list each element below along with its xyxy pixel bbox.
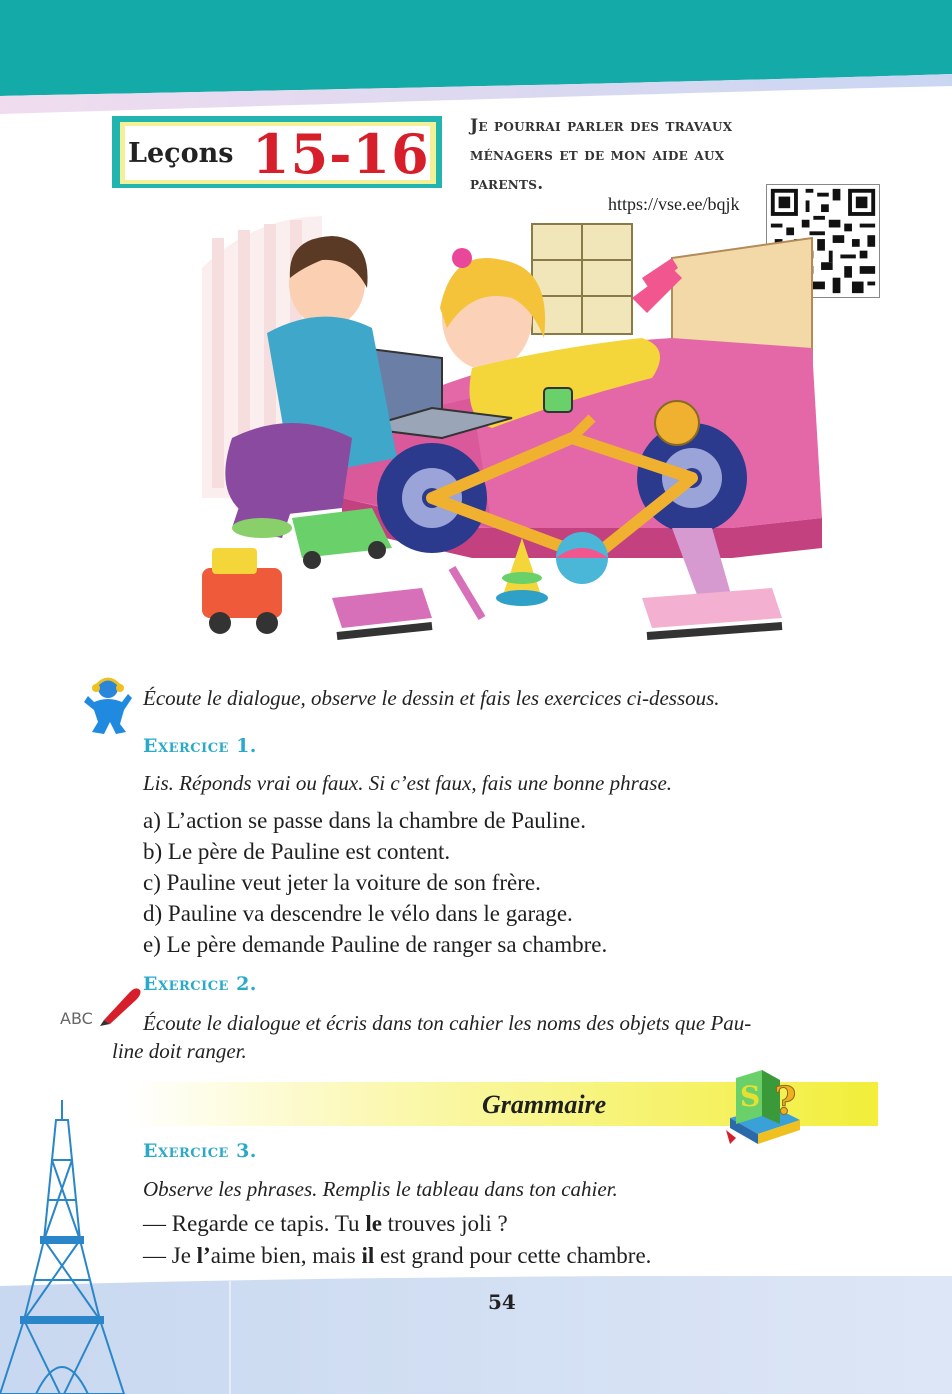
lesson-label: Leçons	[128, 138, 234, 169]
exercise-1-item: a) L’action se passe dans la chambre de Pauline.	[143, 808, 587, 833]
exercise-1-item: b) Le père de Pauline est content.	[143, 839, 451, 864]
exercise-1-title: Exercice 1.	[143, 735, 257, 757]
exercise-3-instruction: Observe les phrases. Remplis le tableau dans ton cahier.	[143, 1177, 618, 1201]
lesson-number: 15-16	[252, 122, 430, 186]
footer-band	[0, 1276, 952, 1394]
eiffel-tower-icon	[0, 1100, 130, 1394]
exercise-3-line-1: — Regarde ce tapis. Tu le trouves joli ?	[143, 1211, 508, 1236]
listening-figure-icon	[76, 672, 138, 736]
exercise-3-line-2: — Je l’aime bien, mais il est grand pour cette chambre.	[143, 1243, 652, 1268]
abc-pen-icon	[60, 982, 142, 1028]
header-band	[0, 0, 952, 120]
lesson-objective: Je pourrai parler des travaux ménagers et de mon aide aux parents.	[470, 116, 733, 194]
svg-text:S: S	[740, 1080, 761, 1113]
bedroom-illustration	[172, 198, 822, 668]
exercise-2-title: Exercice 2.	[143, 973, 257, 995]
svg-text:?: ?	[774, 1078, 797, 1123]
exercise-1-item: d) Pauline va descendre le vélo dans le garage.	[143, 901, 573, 926]
exercise-2-instruction-continued: line doit ranger.	[112, 1039, 247, 1063]
exercise-3-title: Exercice 3.	[143, 1140, 257, 1162]
exercise-1-instruction: Lis. Réponds vrai ou faux. Si c’est faux, fais une bonne phrase.	[143, 771, 673, 795]
grammar-title: Grammaire	[482, 1090, 607, 1119]
resource-link[interactable]: https://vse.ee/bqjk	[608, 194, 740, 214]
exercise-2-instruction: Écoute le dialogue et écris dans ton cahier les noms des objets que Pau-	[143, 1011, 752, 1035]
page-number: 54	[488, 1290, 516, 1314]
abc-icon-text: ABC	[60, 1009, 93, 1028]
grammar-book-icon	[722, 1058, 808, 1148]
intro-instruction: Écoute le dialogue, observe le dessin et fais les exercices ci-dessous.	[143, 686, 720, 710]
exercise-1-item: c) Pauline veut jeter la voiture de son frère.	[143, 870, 541, 895]
exercise-1-item: e) Le père demande Pauline de ranger sa chambre.	[143, 932, 608, 957]
